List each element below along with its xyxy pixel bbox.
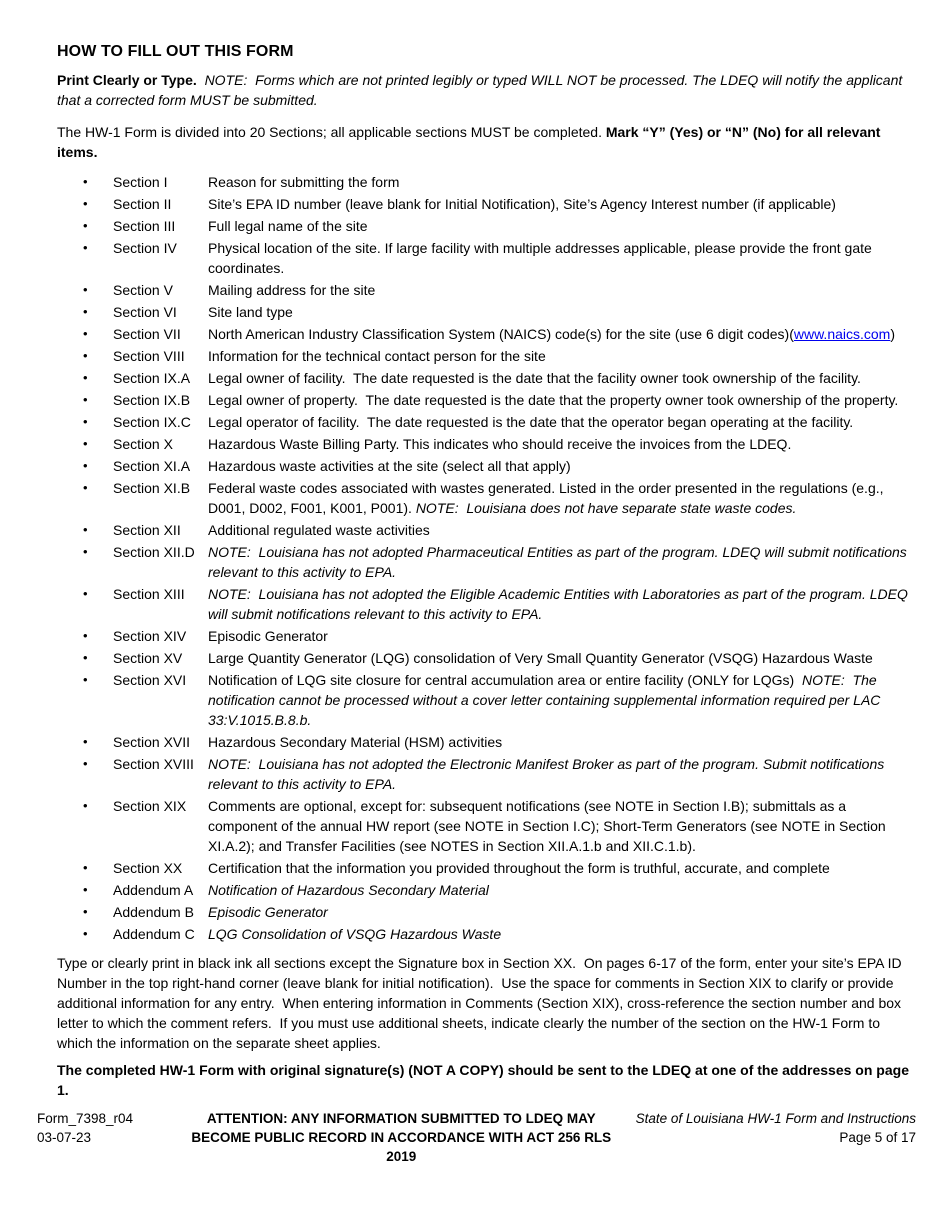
section-label: Section XI.B	[113, 480, 191, 496]
section-description	[208, 584, 916, 624]
section-list-item	[83, 172, 916, 192]
text-segment: NOTE: Louisiana does not have separate state waste codes.	[415, 500, 797, 516]
section-description	[208, 732, 916, 752]
section-list-item	[83, 796, 916, 856]
text-segment: North American Industry Classification System (NAICS) code(s) for the site (use 6 digit codes)(	[208, 326, 794, 342]
section-label: Section II	[113, 196, 172, 212]
section-description	[208, 880, 916, 900]
text-segment: Reason for submitting the form	[208, 174, 400, 190]
section-label: Section VIII	[113, 348, 185, 364]
text-segment: Comments are optional, except for: subsequent notifications (see NOTE in Section I.B); submittals as a component of the annual HW report (see NOTE in Section I.C); Short-Term Generators (see NOTE in Section XI.A.2); and Transfer Facilities (see NOTES in Section XII.A.1.b and XII.C.1.b).	[208, 798, 890, 854]
section-list-item	[83, 302, 916, 322]
footer-doc-info	[626, 1109, 916, 1166]
section-label: Section III	[113, 218, 176, 234]
text-segment: NOTE: The notification cannot be processed without a cover letter containing supplemental information required per LAC 33:V.1015.B.8.b.	[208, 672, 885, 728]
text-segment: NOTE: Louisiana has not adopted the Eligible Academic Entities with Laboratories as part of the program. LDEQ will submit notifications relevant to this activity to EPA.	[208, 586, 912, 622]
section-description	[208, 368, 916, 388]
bullet-icon: •	[83, 282, 88, 297]
section-list-item	[83, 412, 916, 432]
section-label: Section IX.A	[113, 370, 191, 386]
text-segment: Episodic Generator	[208, 904, 328, 920]
bullet-icon: •	[83, 392, 88, 407]
page-number: Page 5 of 17	[839, 1130, 916, 1145]
page-footer	[37, 1109, 916, 1166]
section-description	[208, 902, 916, 922]
footer-attention-notice	[177, 1109, 626, 1166]
section-description	[208, 280, 916, 300]
section-label: Addendum C	[113, 926, 195, 942]
section-description	[208, 324, 916, 344]
form-date: 03-07-23	[37, 1130, 92, 1145]
bullet-icon: •	[83, 414, 88, 429]
section-description	[208, 346, 916, 366]
section-list-item	[83, 390, 916, 410]
page-title: HOW TO FILL OUT THIS FORM	[57, 43, 294, 60]
section-description	[208, 194, 916, 214]
section-description	[208, 858, 916, 878]
bullet-icon: •	[83, 304, 88, 319]
section-list-item	[83, 670, 916, 730]
section-list-item	[83, 648, 916, 668]
text-segment: Legal operator of facility. The date requested is the date that the operator began operating at the facility.	[208, 414, 854, 430]
text-segment: NOTE: Louisiana has not adopted Pharmaceutical Entities as part of the program. LDEQ will submit notifications relevant to this activity to EPA.	[208, 544, 911, 580]
section-label: Section IX.C	[113, 414, 191, 430]
text-segment: Legal owner of facility. The date requested is the date that the facility owner took ownership of the facility.	[208, 370, 861, 386]
section-list-item	[83, 520, 916, 540]
bullet-icon: •	[83, 672, 88, 687]
section-list-item	[83, 880, 916, 900]
section-description	[208, 542, 916, 582]
section-description	[208, 434, 916, 454]
text-segment: Mailing address for the site	[208, 282, 376, 298]
text-segment: Legal owner of property. The date requested is the date that the property owner took ownership of the property.	[208, 392, 899, 408]
form-divided-text: The HW-1 Form is divided into 20 Sections; all applicable sections MUST be completed.	[57, 124, 606, 140]
form-number: Form_7398_r04	[37, 1111, 134, 1126]
section-description	[208, 478, 916, 518]
section-description	[208, 520, 916, 540]
bullet-icon: •	[83, 798, 88, 813]
bullet-icon: •	[83, 734, 88, 749]
section-description	[208, 412, 916, 432]
text-segment: Hazardous waste activities at the site (select all that apply)	[208, 458, 571, 474]
section-list-item	[83, 542, 916, 582]
section-list-item	[83, 478, 916, 518]
section-label: Addendum A	[113, 882, 194, 898]
print-clearly-paragraph	[57, 70, 916, 110]
section-description	[208, 390, 916, 410]
bullet-icon: •	[83, 628, 88, 643]
section-description	[208, 456, 916, 476]
section-list-item	[83, 858, 916, 878]
bullet-icon: •	[83, 348, 88, 363]
section-label: Section XI.A	[113, 458, 191, 474]
text-segment: Federal waste codes associated with wastes generated. Listed in the order presented in the regulations (e.g., D001, D002, F001, K001, P001).	[208, 480, 888, 516]
bullet-icon: •	[83, 218, 88, 233]
text-segment: Notification of Hazardous Secondary Material	[208, 882, 489, 898]
section-description	[208, 648, 916, 668]
section-list-item	[83, 456, 916, 476]
text-segment: Information for the technical contact person for the site	[208, 348, 546, 364]
section-label: Section V	[113, 282, 173, 298]
text-segment: Large Quantity Generator (LQG) consolidation of Very Small Quantity Generator (VSQG) Hazardous Waste	[208, 650, 873, 666]
text-segment: )	[890, 326, 896, 342]
section-list-item	[83, 626, 916, 646]
section-list-item	[83, 324, 916, 344]
text-segment: Site’s EPA ID number (leave blank for Initial Notification), Site’s Agency Interest number (if applicable)	[208, 196, 836, 212]
text-segment: Notification of LQG site closure for central accumulation area or entire facility (ONLY for LQGs)	[208, 672, 802, 688]
bullet-icon: •	[83, 756, 88, 771]
section-list-item	[83, 754, 916, 794]
text-segment: Physical location of the site. If large facility with multiple addresses applicable, please provide the front gate coordinates.	[208, 240, 876, 276]
section-list-item	[83, 434, 916, 454]
section-label: Section XII.D	[113, 544, 195, 560]
footer-form-info	[37, 1109, 177, 1166]
form-divided-paragraph	[57, 122, 916, 162]
section-list-item	[83, 924, 916, 944]
section-label: Section I	[113, 174, 168, 190]
section-list-item	[83, 346, 916, 366]
document-title: State of Louisiana HW-1 Form and Instructions	[635, 1111, 916, 1126]
text-segment: Episodic Generator	[208, 628, 328, 644]
bullet-icon: •	[83, 650, 88, 665]
section-description	[208, 796, 916, 856]
bullet-icon: •	[83, 436, 88, 451]
bullet-icon: •	[83, 904, 88, 919]
section-label: Section VI	[113, 304, 177, 320]
bullet-icon: •	[83, 370, 88, 385]
section-list-item	[83, 194, 916, 214]
section-list-item	[83, 280, 916, 300]
section-label: Section VII	[113, 326, 181, 342]
fill-instructions-paragraph: Type or clearly print in black ink all sections except the Signature box in Section XX. On pages 6-17 of the form, enter your site’s EPA ID Number in the top right-hand corner (leave blank for initial notification). Use the space for comments in Section XIX to clarify or provide additional information for any entry. When entering information in Comments (Section XIX), cross-reference the section number and box letter to which the comment refers. If you must use additional sheets, indicate clearly the number of the section on the HW-1 Form to which the information on the separate sheet applies.	[57, 955, 906, 1051]
section-list-item	[83, 902, 916, 922]
text-segment: NOTE: Louisiana has not adopted the Electronic Manifest Broker as part of the program. Submit notifications relevant to this activity to EPA.	[208, 756, 889, 792]
bullet-icon: •	[83, 522, 88, 537]
text-segment: Additional regulated waste activities	[208, 522, 430, 538]
section-label: Addendum B	[113, 904, 194, 920]
bullet-icon: •	[83, 174, 88, 189]
section-label: Section XIII	[113, 586, 185, 602]
section-description	[208, 754, 916, 794]
section-label: Section X	[113, 436, 173, 452]
section-list-item	[83, 238, 916, 278]
bullet-icon: •	[83, 458, 88, 473]
text-segment: Site land type	[208, 304, 293, 320]
section-label: Section XVI	[113, 672, 187, 688]
section-label: Section XV	[113, 650, 183, 666]
bullet-icon: •	[83, 544, 88, 559]
text-segment: Full legal name of the site	[208, 218, 368, 234]
mark-yes-no-text: Mark “Y” (Yes) or “N” (No) for all relevant items.	[57, 124, 885, 160]
bullet-icon: •	[83, 882, 88, 897]
section-list-item	[83, 732, 916, 752]
section-label: Section XIV	[113, 628, 187, 644]
section-label: Section XIX	[113, 798, 187, 814]
section-description	[208, 216, 916, 236]
attention-line-2: BECOME PUBLIC RECORD IN ACCORDANCE WITH ACT 256 RLS 2019	[191, 1130, 612, 1164]
mailing-instruction-paragraph: The completed HW-1 Form with original signature(s) (NOT A COPY) should be sent to the LDEQ at one of the addresses on page 1.	[57, 1062, 913, 1098]
print-clearly-lead: Print Clearly or Type.	[57, 72, 205, 88]
text-segment: Hazardous Secondary Material (HSM) activities	[208, 734, 503, 750]
section-description	[208, 238, 916, 278]
bullet-icon: •	[83, 586, 88, 601]
attention-line-1: ATTENTION: ANY INFORMATION SUBMITTED TO LDEQ MAY	[206, 1111, 596, 1126]
section-list-item	[83, 584, 916, 624]
text-segment: Hazardous Waste Billing Party. This indicates who should receive the invoices from the LDEQ.	[208, 436, 792, 452]
section-description	[208, 626, 916, 646]
section-label: Section XVIII	[113, 756, 194, 772]
text-segment: LQG Consolidation of VSQG Hazardous Waste	[208, 926, 502, 942]
section-description	[208, 172, 916, 192]
section-label: Section XII	[113, 522, 181, 538]
section-description	[208, 302, 916, 322]
bullet-icon: •	[83, 326, 88, 341]
section-list-item	[83, 216, 916, 236]
section-label: Section IX.B	[113, 392, 191, 408]
section-list-item	[83, 368, 916, 388]
section-label: Section XX	[113, 860, 183, 876]
bullet-icon: •	[83, 480, 88, 495]
bullet-icon: •	[83, 926, 88, 941]
bullet-icon: •	[83, 196, 88, 211]
section-label: Section IV	[113, 240, 177, 256]
naics-link[interactable]: www.naics.com	[793, 326, 891, 342]
section-description	[208, 670, 916, 730]
section-label: Section XVII	[113, 734, 191, 750]
section-list	[57, 172, 916, 944]
section-description	[208, 924, 916, 944]
bullet-icon: •	[83, 240, 88, 255]
print-clearly-note: NOTE: Forms which are not printed legibly or typed WILL NOT be processed. The LDEQ will notify the applicant that a corrected form MUST be submitted.	[57, 72, 907, 108]
bullet-icon: •	[83, 860, 88, 875]
text-segment: Certification that the information you provided throughout the form is truthful, accurate, and complete	[208, 860, 830, 876]
